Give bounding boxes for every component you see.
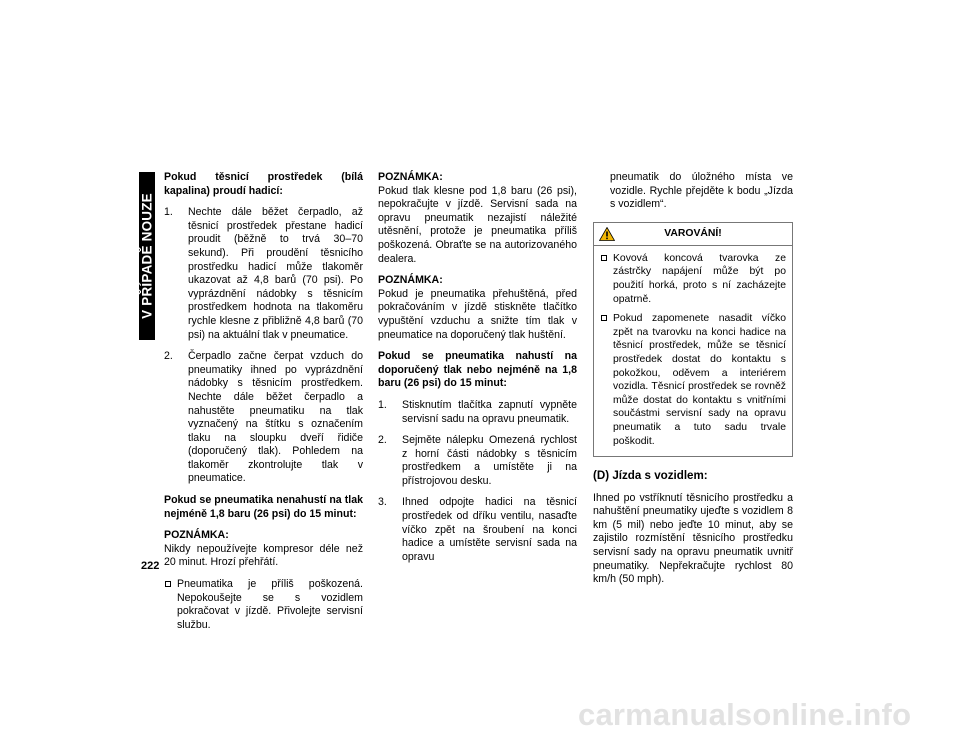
step-text: Sejměte nálepku Omezená rychlost z horní části nádobky s těsnicím prostředkem a umístěte ji na přístrojovou desku. xyxy=(402,434,577,487)
step-number: 2. xyxy=(378,434,387,447)
column-1 xyxy=(164,171,363,640)
bullet-text: Pneumatika je příliš poškozená. Nepokoušejte se s vozidlem pokračovat v jízdě. Přivolejte servisní službu. xyxy=(177,578,363,631)
warning-header xyxy=(594,223,792,246)
page-number: 222 xyxy=(141,560,160,572)
col1-heading: Pokud těsnicí prostředek (bílá kapalina) proudí hadicí: xyxy=(164,171,363,197)
section-heading: (D) Jízda s vozidlem: xyxy=(593,469,708,483)
section-text: Ihned po vstříknutí těsnicího prostředku a nahuštění pneumatiky ujeďte s vozidlem 8 km (5 mil) nebo jeďte 10 minut, aby se zajistilo rozmístění těsnicího prostředku servisní sady na opravu pneumatik uvnitř pneumatiky. Nepřekračujte rychlost 80 km/h (50 mph). xyxy=(593,491,793,586)
column-2 xyxy=(378,171,577,572)
warning-box xyxy=(593,222,793,457)
step-text: Nechte dále běžet čerpadlo, až těsnicí prostředek přestane hadicí proudit (běžně to trvá 30–70 sekund). Při proudění těsnicího prostředku hadicí může tlakoměr ukazovat až 4,8 barů (70 psi). Po vyprázdnění nádobky s těsnicím prostředkem hodnota na tlakoměru rychle klesne z přibližně 4,8 barů (70 psi) na aktuální tlak v pneumatice. xyxy=(188,206,363,341)
col1-step-1 xyxy=(164,206,363,342)
note-title: POZNÁMKA: xyxy=(378,171,443,183)
step-number: 2. xyxy=(164,350,173,363)
col2-step-2 xyxy=(378,434,577,488)
note-text: Pokud tlak klesne pod 1,8 baru (26 psi), nepokračujte v jízdě. Servisní sada na opravu pneumatik nezajistí náležité utěsnění, protože je pneumatika příliš poškozená. Obraťte se na autorizovaného dealera. xyxy=(378,184,577,265)
col1-heading-2: Pokud se pneumatika nenahustí na tlak nejméně 1,8 baru (26 psi) do 15 minut: xyxy=(164,494,363,520)
bullet-text: Kovová koncová tvarovka ze zástrčky napájení může být po použití horká, proto s ní zacházejte opatrně. xyxy=(613,252,786,305)
column-3 xyxy=(593,171,793,595)
col1-bullet xyxy=(164,578,363,632)
warning-body xyxy=(594,246,792,456)
step-text: Ihned odpojte hadici na těsnicí prostředek od dříku ventilu, nasaďte víčko zpět na šroubení na konci hadice a umístěte servisní sada na opravu xyxy=(402,496,577,563)
col3-continuation: pneumatik do úložného místa ve vozidle. Rychle přejděte k bodu „Jízda s vozidlem“. xyxy=(610,171,793,211)
note-text: Pokud je pneumatika přehuštěná, před pokračováním v jízdě stiskněte tlačítko vypuštění vzduchu a snižte tím tlak v pneumatice na doporučený tlak huštění. xyxy=(378,287,577,341)
square-bullet-icon xyxy=(601,255,607,261)
warning-title: VAROVÁNÍ! xyxy=(664,227,722,239)
warning-item-2 xyxy=(600,312,786,448)
step-number: 1. xyxy=(378,398,387,411)
col1-note xyxy=(164,529,363,570)
col2-heading: Pokud se pneumatika nahustí na doporučený tlak nebo nejméně na 1,8 baru (26 psi) do 15 minut: xyxy=(378,350,577,390)
square-bullet-icon xyxy=(601,315,607,321)
col2-note-1 xyxy=(378,171,577,266)
col1-step-2 xyxy=(164,350,363,486)
watermark: carmanualsonline.info xyxy=(578,697,912,732)
col2-step-3 xyxy=(378,496,577,564)
step-number: 1. xyxy=(164,206,173,219)
section-side-tab-label: V PŘÍPADĚ NOUZE xyxy=(139,193,155,319)
note-title: POZNÁMKA: xyxy=(378,274,443,287)
col2-step-1 xyxy=(378,399,577,426)
square-bullet-icon xyxy=(165,581,171,587)
step-text: Stisknutím tlačítka zapnutí vypněte servisní sadu na opravu pneumatik. xyxy=(402,398,577,425)
step-text: Čerpadlo začne čerpat vzduch do pneumatiky ihned po vyprázdnění nádobky s těsnicím prostředkem. Nechte dále běžet čerpadlo a nahustěte pneumatiku na tlak vyznačený na štítku s označením tlaku na sloupku dveří řidiče (doporučený tlak). Pohledem na tlakoměr zkontrolujte tlak v pneumatice. xyxy=(188,350,363,485)
note-text: Nikdy nepoužívejte kompresor déle než 20 minut. Hrozí přehřátí. xyxy=(164,542,363,569)
warning-item-1 xyxy=(600,252,786,306)
bullet-text: Pokud zapomenete nasadit víčko zpět na tvarovku na konci hadice na těsnicí prostředek, může se těsnicí prostředek dostat do kontaktu s pokožkou, oděvem a interiérem vozidla. Těsnicí prostředek se rovněž může dostat do kontaktu s vnitřními součástmi servisní sady na opravu pneumatik a tuto sadu trvale poškodit. xyxy=(613,313,786,447)
warning-triangle-icon xyxy=(599,227,615,241)
col2-note-2 xyxy=(378,274,577,342)
note-title: POZNÁMKA: xyxy=(164,529,229,542)
step-number: 3. xyxy=(378,496,387,509)
